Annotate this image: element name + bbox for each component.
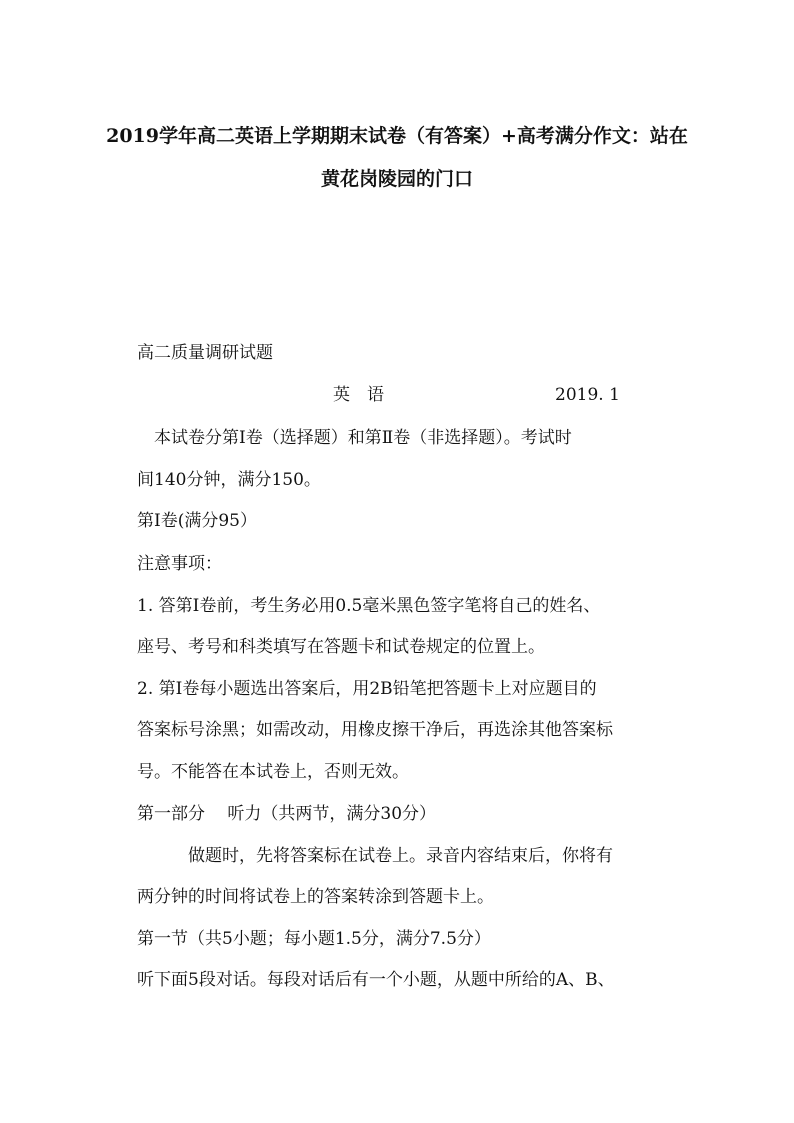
notice-item: 号。不能答在本试卷上，否则无效。 bbox=[137, 762, 409, 782]
notice-item: 座号、考号和科类填写在答题卡和试卷规定的位置上。 bbox=[137, 637, 545, 657]
paragraph-line: 间140分钟，满分150。 bbox=[137, 470, 321, 490]
paragraph-line: 本试卷分第Ⅰ卷（选择题）和第Ⅱ卷（非选择题）。考试时 bbox=[137, 428, 572, 448]
section-heading: 第一节（共5小题；每小题1.5分，满分7.5分） bbox=[137, 929, 491, 949]
paragraph-line: 两分钟的时间将试卷上的答案转涂到答题卡上。 bbox=[137, 887, 494, 907]
notice-item: 1. 答第Ⅰ卷前，考生务必用0.5毫米黑色签字笔将自己的姓名、 bbox=[137, 596, 601, 616]
paragraph-line: 听下面5段对话。每段对话后有一个小题，从题中所给的A、B、 bbox=[137, 970, 615, 990]
document-title-line-2: 黄花岗陵园的门口 bbox=[320, 168, 473, 190]
document-title-line-1: 2019学年高二英语上学期期末试卷（有答案）+高考满分作文：站在 bbox=[106, 125, 688, 147]
exam-date: 2019. 1 bbox=[555, 385, 620, 405]
section-heading: 第Ⅰ卷(满分95） bbox=[137, 511, 257, 531]
exam-name: 高二质量调研试题 bbox=[137, 343, 273, 363]
notice-item: 2. 第Ⅰ卷每小题选出答案后，用2B铅笔把答题卡上对应题目的 bbox=[137, 679, 597, 699]
notice-item: 答案标号涂黑；如需改动，用橡皮擦干净后，再选涂其他答案标 bbox=[137, 720, 613, 740]
part-heading: 第一部分 听力（共两节，满分30分） bbox=[137, 804, 437, 824]
notice-heading: 注意事项： bbox=[137, 554, 222, 574]
paragraph-line: 做题时，先将答案标在试卷上。录音内容结束后，你将有 bbox=[137, 846, 613, 866]
subject-label: 英 语 bbox=[333, 385, 384, 405]
